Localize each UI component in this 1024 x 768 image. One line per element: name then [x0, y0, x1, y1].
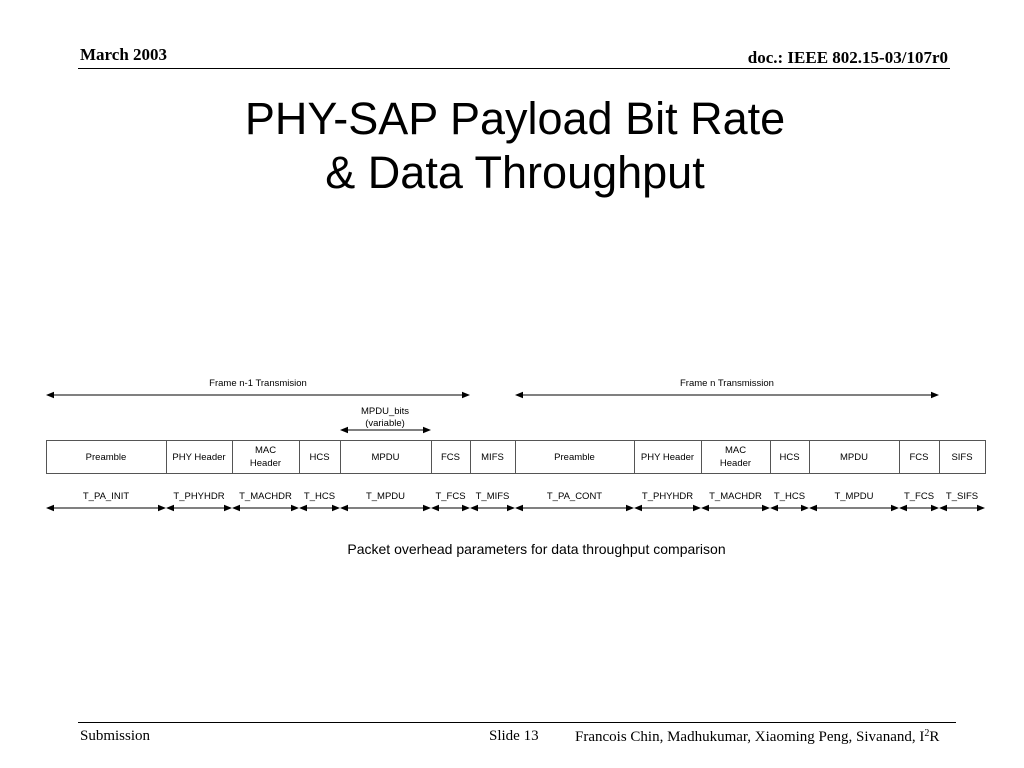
timing-arrow-13 — [899, 505, 939, 511]
timing-label-7: T_MIFS — [475, 491, 510, 502]
frame-prev-label: Frame n-1 Transmision — [209, 378, 307, 389]
mpdu-bits-arrow-head-left — [340, 427, 348, 433]
timing-label-6: T_FCS — [435, 491, 466, 502]
frame-next-arrow — [515, 392, 939, 398]
timing-arrow-13-head-left — [899, 505, 907, 511]
timing-label-5: T_MPDU — [365, 491, 406, 502]
header-date: March 2003 — [80, 45, 168, 64]
mpdu-bits-label: MPDU_bits — [360, 406, 410, 417]
timing-label-1: T_PA_INIT — [82, 491, 130, 502]
timing-label-14: T_SIFS — [945, 491, 979, 502]
timing-label-12: T_MPDU — [834, 491, 874, 502]
footer-rule — [78, 722, 956, 723]
timing-arrow-4 — [299, 505, 340, 511]
field-label-13: FCS — [909, 452, 929, 463]
timing-arrow-11-head-left — [770, 505, 778, 511]
timing-arrow-11-head-right — [801, 505, 809, 511]
frame-next-label: Frame n Transmission — [680, 378, 774, 389]
timing-label-4: T_HCS — [303, 491, 336, 502]
field-label-1: Preamble — [85, 452, 127, 463]
timing-arrow-8 — [515, 505, 634, 511]
timing-arrow-5 — [340, 505, 431, 511]
field-label-10-line-2: Header — [719, 458, 752, 469]
footer-submission: Submission — [80, 728, 151, 744]
slide-title-line-1: PHY-SAP Payload Bit Rate — [244, 93, 786, 144]
timing-label-2: T_PHYHDR — [173, 491, 225, 502]
timing-arrow-9-head-right — [693, 505, 701, 511]
timing-arrow-9-head-left — [634, 505, 642, 511]
timing-label-13: T_FCS — [903, 491, 935, 502]
field-label-12: MPDU — [840, 452, 868, 463]
timing-arrow-7-head-left — [470, 505, 478, 511]
timing-arrow-11 — [770, 505, 809, 511]
timing-arrow-4-head-left — [299, 505, 307, 511]
frame-prev-arrow-head-left — [46, 392, 54, 398]
field-label-3-line-2: Header — [249, 458, 282, 469]
timing-arrow-14-head-left — [939, 505, 947, 511]
timing-label-3: T_MACHDR — [239, 491, 292, 502]
field-label-4: HCS — [309, 452, 330, 463]
timing-arrow-10-head-right — [762, 505, 770, 511]
timing-arrow-3 — [232, 505, 299, 511]
footer-author-tail: R — [929, 729, 940, 745]
field-label-6: FCS — [441, 452, 460, 463]
timing-label-10: T_MACHDR — [709, 491, 762, 502]
timing-arrow-6-head-right — [462, 505, 470, 511]
timing-arrow-2-head-left — [166, 505, 174, 511]
frame-next-arrow-head-left — [515, 392, 523, 398]
timing-arrow-7 — [470, 505, 515, 511]
timing-arrow-8-head-right — [626, 505, 634, 511]
field-label-11: HCS — [779, 452, 800, 463]
frame-prev-arrow-head-right — [462, 392, 470, 398]
timing-arrow-12-head-right — [891, 505, 899, 511]
timing-arrow-3-head-left — [232, 505, 240, 511]
timing-label-9: T_PHYHDR — [641, 491, 694, 502]
mpdu-bits-variable-label: (variable) — [365, 418, 405, 429]
field-label-3-line-1: MAC — [254, 445, 277, 456]
field-label-7: MIFS — [481, 452, 504, 463]
field-label-8: Preamble — [554, 452, 595, 463]
timing-label-11: T_HCS — [773, 491, 806, 502]
field-label-10-line-1: MAC — [724, 445, 747, 456]
timing-arrow-6-head-left — [431, 505, 439, 511]
mpdu-bits-arrow-head-right — [423, 427, 431, 433]
timing-arrow-2 — [166, 505, 232, 511]
timing-arrow-5-head-left — [340, 505, 348, 511]
timing-arrow-1 — [46, 505, 166, 511]
timing-arrow-9 — [634, 505, 701, 511]
timing-arrow-12-head-left — [809, 505, 817, 511]
timing-arrow-13-head-right — [931, 505, 939, 511]
timing-arrow-12 — [809, 505, 899, 511]
footer-author-superscript: 2 — [924, 728, 930, 739]
field-label-2: PHY Header — [172, 452, 226, 463]
timing-arrow-2-head-right — [224, 505, 232, 511]
diagram-caption: Packet overhead parameters for data throughput comparison — [347, 541, 726, 557]
field-label-9: PHY Header — [640, 452, 695, 463]
timing-arrow-10 — [701, 505, 770, 511]
footer-author-names: Francois Chin, Madhukumar, Xiaoming Peng, Sivanand, I — [575, 729, 925, 745]
timing-arrow-14 — [939, 505, 985, 511]
footer-author — [575, 728, 939, 746]
frame-next-arrow-head-right — [931, 392, 939, 398]
timing-label-8: T_PA_CONT — [546, 491, 603, 502]
field-label-14: SIFS — [951, 452, 973, 463]
timing-arrow-10-head-left — [701, 505, 709, 511]
footer-slide-number: Slide 13 — [489, 728, 539, 744]
timing-arrow-14-head-right — [977, 505, 985, 511]
field-label-5: MPDU — [371, 452, 400, 463]
slide-title-line-2: & Data Throughput — [325, 147, 705, 198]
timing-arrow-4-head-right — [332, 505, 340, 511]
timing-arrow-1-head-right — [158, 505, 166, 511]
timing-arrow-8-head-left — [515, 505, 523, 511]
header-doc-id: doc.: IEEE 802.15-03/107r0 — [747, 48, 948, 67]
timing-arrow-3-head-right — [291, 505, 299, 511]
timing-arrow-5-head-right — [423, 505, 431, 511]
timing-arrow-7-head-right — [507, 505, 515, 511]
frame-prev-arrow — [46, 392, 470, 398]
timing-arrow-6 — [431, 505, 470, 511]
timing-arrow-1-head-left — [46, 505, 54, 511]
